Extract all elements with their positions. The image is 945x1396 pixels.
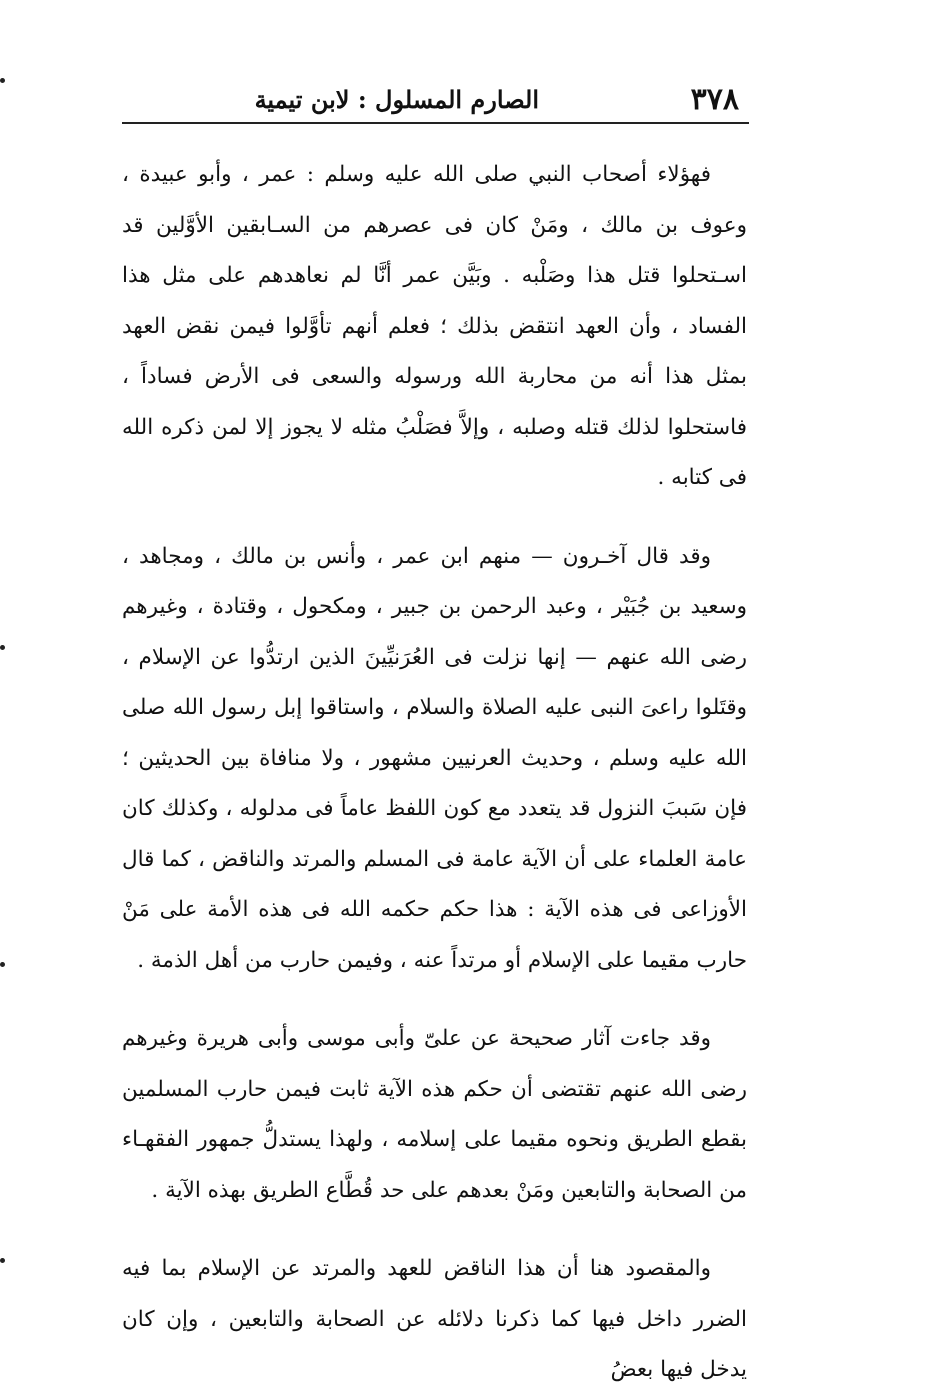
header-rule <box>122 122 749 124</box>
scan-margin-mark <box>0 645 5 650</box>
scan-margin-mark <box>0 962 5 967</box>
page-header <box>122 80 749 120</box>
scan-margin-mark <box>0 1258 5 1263</box>
paragraph-1: فهؤلاء أصحاب النبي صلى الله عليه وسلم : عمر ، وأبو عبيدة ، وعوف بن مالك ، ومَنْ كان فى عصرهم من السـابقين الأوَّلين قد اسـتحلوا قتل هذا وصَلْبه . وبَيَّن عمر أنَّا لم نعاهدهم على مثل هذا الفساد ، وأن العهد انتقض بذلك ؛ فعلم أنهم تأوَّلوا فيمن نقض العهد بمثل هذا أنه من محاربة الله ورسوله والسعى فى الأرض فساداً ، فاستحلوا لذلك قتله وصلبه ، وإلاَّ فصَلْبُ مثله لا يجوز إلا لمن ذكره الله فى كتابه . <box>122 162 747 490</box>
body-text <box>122 150 747 1396</box>
paragraph-3: وقد جاءت آثار صحيحة عن علىّ وأبى موسى وأبى هريرة وغيرهم رضى الله عنهم تقتضى أن حكم هذه الآية ثابت فيمن حارب المسلمين بقطع الطريق ونحوه مقيما على إسلامه ، ولهذا يستدلُّ جمهور الفقهـاء من الصحابة والتابعين ومَنْ بعدهم على حد قُطَّاع الطريق بهذه الآية . <box>122 1026 747 1203</box>
page-number: ٣٧٨ <box>690 82 739 117</box>
paragraph-2: وقد قال آخـرون — منهم ابن عمر ، وأنس بن مالك ، ومجاهد ، وسعيد بن جُبَيْر ، وعبد الرحمن بن جبير ، ومكحول ، وقتادة ، وغيرهم رضى الله عنهم — إنها نزلت فى العُرَنيِّينَ الذين ارتدُّوا عن الإسلام ، وقتَلوا راعىَ النبى عليه الصلاة والسلام ، واستاقوا إبل رسول الله صلى الله عليه وسلم ، وحديث العرنيين مشهور ، ولا منافاة بين الحديثين ؛ فإن سَببَ النزول قد يتعدد مع كون اللفظ عاماً فى مدلوله ، وكذلك كان عامة العلماء على أن الآية عامة فى المسلم والمرتد والناقض ، كما قال الأوزاعى فى هذه الآية : هذا حكم حكمه الله فى هذه الأمة على مَنْ حارب مقيما على الإسلام أو مرتداً عنه ، وفيمن حارب من أهل الذمة . <box>122 543 747 973</box>
running-title: الصارم المسلول : لابن تيمية <box>254 85 539 114</box>
scan-margin-mark <box>0 78 5 83</box>
paragraph-4: والمقصود هنا أن هذا الناقض للعهد والمرتد عن الإسلام بما فيه الضرر داخل فيها كما ذكرنا دلائله عن الصحابة والتابعين ، وإن كان يدخل فيها بعضُ <box>122 1256 747 1382</box>
